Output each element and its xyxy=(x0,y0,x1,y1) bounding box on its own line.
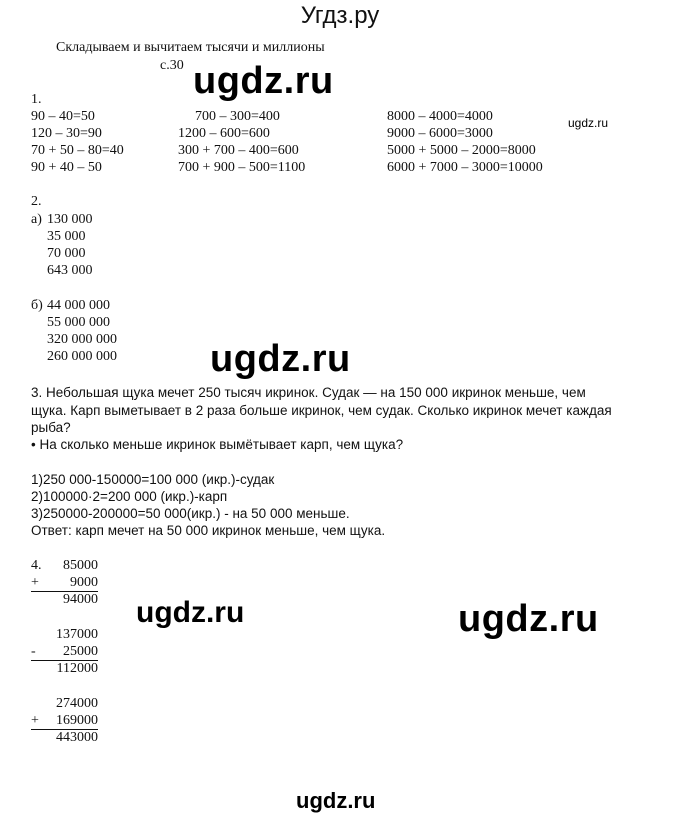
expression: 300 + 700 – 400=600 xyxy=(178,143,299,158)
column-result: 94000 xyxy=(63,592,98,607)
task3-text-line: щука. Карп выметывает в 2 раза больше икринок, чем судак. Сколько икринок мечет каждая xyxy=(31,403,612,418)
column-operator: + xyxy=(31,575,39,590)
expression: 9000 – 6000=3000 xyxy=(387,126,493,141)
task2-b-value: 260 000 000 xyxy=(47,349,117,364)
task2-a-value: 35 000 xyxy=(47,229,86,244)
task2-a-value: 130 000 xyxy=(47,212,93,227)
column-operand: 25000 xyxy=(31,644,98,661)
expression: 70 + 50 – 80=40 xyxy=(31,143,124,158)
expression: 5000 + 5000 – 2000=8000 xyxy=(387,143,536,158)
task2-b-label: б) xyxy=(31,298,43,313)
task1-number: 1. xyxy=(31,92,42,107)
task3-text-line: рыба? xyxy=(31,420,71,435)
expression: 8000 – 4000=4000 xyxy=(387,109,493,124)
column-operator: + xyxy=(31,713,39,728)
task1-column-1 xyxy=(31,108,124,176)
page-title: Складываем и вычитаем тысячи и миллионы xyxy=(56,40,325,55)
column-operand: 169000 xyxy=(31,713,98,730)
task2-b-value: 44 000 000 xyxy=(47,298,110,313)
task3-solution-step: 2)100000·2=200 000 (икр.)-карп xyxy=(31,489,228,504)
expression: 1200 – 600=600 xyxy=(178,126,270,141)
column-operand: 137000 xyxy=(56,627,98,642)
task2-b-value: 55 000 000 xyxy=(47,315,110,330)
watermark-middle: ugdz.ru xyxy=(210,338,351,380)
expression: 90 – 40=50 xyxy=(31,109,95,124)
expression: 90 + 40 – 50 xyxy=(31,160,102,175)
task3-question: • На сколько меньше икринок вымётывает карп, чем щука? xyxy=(31,437,404,452)
task1-column-2 xyxy=(178,108,305,176)
task2-number: 2. xyxy=(31,194,42,209)
watermark-top: ugdz.ru xyxy=(193,60,334,102)
expression: 700 + 900 – 500=1100 xyxy=(178,160,306,175)
task1-column-3 xyxy=(387,108,543,176)
page-number: с.30 xyxy=(160,58,184,73)
watermark-right: ugdz.ru xyxy=(458,598,599,640)
task2-a-value: 70 000 xyxy=(47,246,86,261)
task3-solution-step: 3)250000-200000=50 000(икр.) - на 50 000 меньше. xyxy=(31,506,350,521)
watermark-bottom: ugdz.ru xyxy=(296,788,376,813)
task2-b-value: 320 000 000 xyxy=(47,332,117,347)
task3-answer: Ответ: карп мечет на 50 000 икринок меньше, чем щука. xyxy=(31,523,386,538)
column-operand: 85000 xyxy=(63,558,98,573)
column-operand: 9000 xyxy=(31,575,98,592)
task4-number: 4. xyxy=(31,558,42,573)
site-title: Угдз.ру xyxy=(300,2,380,29)
watermark-side: ugdz.ru xyxy=(568,116,609,130)
expression: 120 – 30=90 xyxy=(31,126,102,141)
column-operand: 274000 xyxy=(56,696,98,711)
task3-text-line: 3. Небольшая щука мечет 250 тысяч икринок. Судак — на 150 000 икринок меньше, чем xyxy=(31,385,586,400)
watermark-left: ugdz.ru xyxy=(136,596,245,629)
task3-solution-step: 1)250 000-150000=100 000 (икр.)-судак xyxy=(31,472,275,487)
task2-a-label: а) xyxy=(31,212,42,227)
expression: 700 – 300=400 xyxy=(195,109,280,124)
task2-a-value: 643 000 xyxy=(47,263,93,278)
column-result: 443000 xyxy=(56,730,98,745)
column-result: 112000 xyxy=(56,661,98,676)
column-operator: - xyxy=(31,644,36,659)
expression: 6000 + 7000 – 3000=10000 xyxy=(387,160,543,175)
